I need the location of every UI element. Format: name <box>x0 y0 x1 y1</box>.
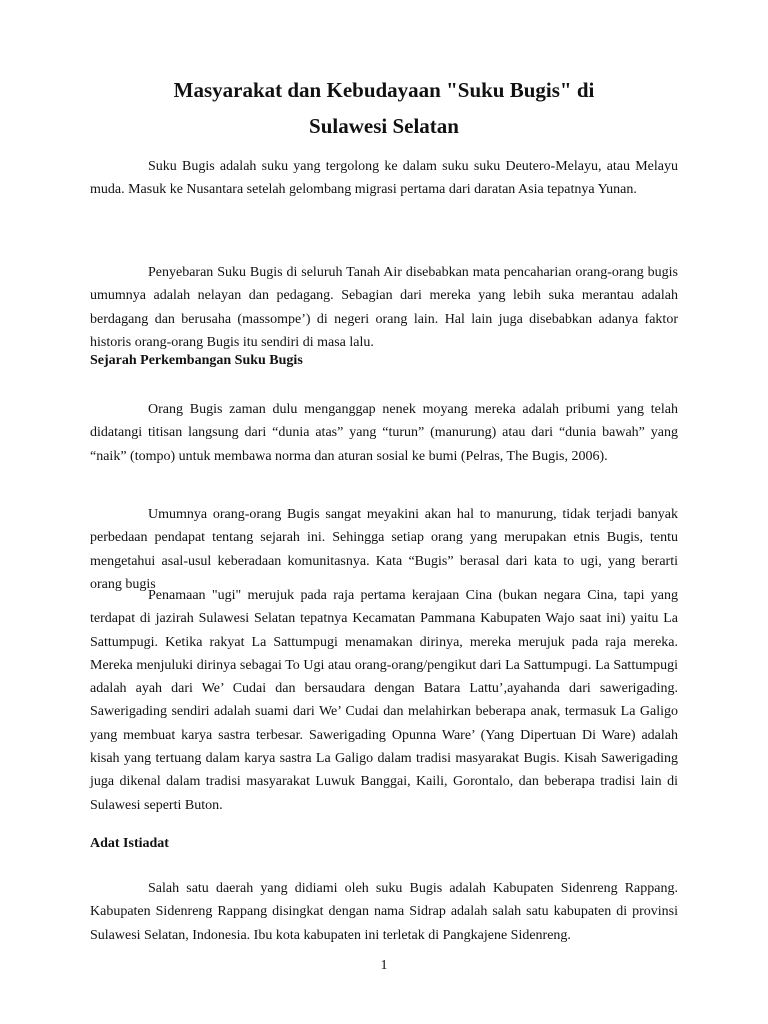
paragraph-sejarah-2: Umumnya orang-orang Bugis sangat meyakini akan hal to manurung, tidak terjadi banyak perbedaan pendapat tentang sejarah ini. Sehingga setiap orang yang merupakan etnis Bugis, tentu mengetahui asal-usul keberadaan komunitasnya. Kata “Bugis” berasal dari kata to ugi, yang berarti orang bugis <box>90 507 678 592</box>
paragraph-sejarah-1: Orang Bugis zaman dulu menganggap nenek moyang mereka adalah pribumi yang telah didatangi titisan langsung dari “dunia atas” yang “turun” (manurung) atau dari “dunia bawah” yang “naik” (tompo) untuk membawa norma dan aturan sosial ke bumi (Pelras, The Bugis, 2006). <box>90 402 678 464</box>
document-title <box>60 72 708 144</box>
section-heading-adat: Adat Istiadat <box>90 836 169 851</box>
paragraph-sejarah-3: Penamaan "ugi" merujuk pada raja pertama kerajaan Cina (bukan negara Cina, tapi yang terdapat di jazirah Sulawesi Selatan tepatnya Kecamatan Pammana Kabupaten Wajo saat ini) yaitu La Sattumpugi. Ketika rakyat La Sattumpugi menamakan dirinya, mereka merujuk pada raja mereka. Mereka menjuluki dirinya sebagai To Ugi atau orang-orang/pengikut dari La Sattumpugi. La Sattumpugi adalah ayah dari We’ Cudai dan bersaudara dengan Batara Lattu’,ayahanda dari sawerigading. Sawerigading sendiri adalah suami dari We’ Cudai dan melahirkan beberapa anak, termasuk La Galigo yang membuat karya sastra terbesar. Sawerigading Opunna Ware’ (Yang Dipertuan Di Ware) adalah kisah yang tertuang dalam karya sastra La Galigo dalam tradisi masyarakat Bugis. Kisah Sawerigading juga dikenal dalam tradisi masyarakat Luwuk Banggai, Kaili, Gorontalo, dan beberapa tradisi lain di Sulawesi seperti Buton. <box>90 588 678 813</box>
paragraph-intro: Suku Bugis adalah suku yang tergolong ke dalam suku suku Deutero-Melayu, atau Melayu muda. Masuk ke Nusantara setelah gelombang migrasi pertama dari daratan Asia tepatnya Yunan. <box>90 159 678 198</box>
title-line-1: Masyarakat dan Kebudayaan "Suku Bugis" di <box>173 78 595 102</box>
title-line-2: Sulawesi Selatan <box>309 114 459 138</box>
paragraph-penyebaran: Penyebaran Suku Bugis di seluruh Tanah Air disebabkan mata pencaharian orang-orang bugis umumnya adalah nelayan dan pedagang. Sebagian dari mereka yang lebih suka merantau adalah berdagang dan berusaha (massompe’) di negeri orang lain. Hal lain juga disebabkan adanya faktor historis orang-orang Bugis itu sendiri di masa lalu. <box>90 265 678 350</box>
page-number: 1 <box>380 958 388 973</box>
section-heading-sejarah: Sejarah Perkembangan Suku Bugis <box>90 353 303 368</box>
paragraph-adat-1: Salah satu daerah yang didiami oleh suku Bugis adalah Kabupaten Sidenreng Rappang. Kabupaten Sidenreng Rappang disingkat dengan nama Sidrap adalah salah satu kabupaten di provinsi Sulawesi Selatan, Indonesia. Ibu kota kabupaten ini terletak di Pangkajene Sidenreng. <box>90 881 678 943</box>
